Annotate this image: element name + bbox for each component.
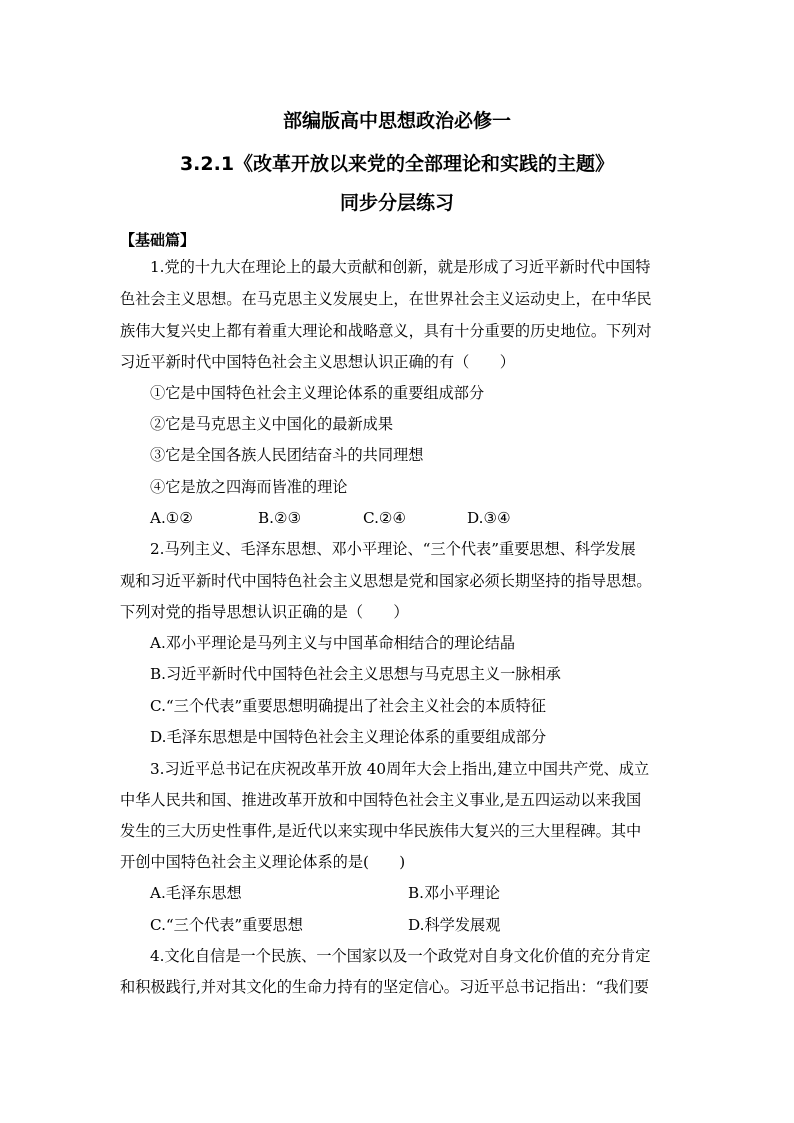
q1-option-a: A.①② xyxy=(150,509,194,527)
q1-statement: ①它是中国特色社会主义理论体系的重要组成部分 xyxy=(150,384,485,402)
q1-statement: ②它是马克思主义中国化的最新成果 xyxy=(150,415,393,433)
q1-option-d: D.③④ xyxy=(467,509,511,527)
document-title: 部编版高中思想政治必修一 xyxy=(282,110,511,132)
q3-option-a: A.毛泽东思想 xyxy=(150,884,242,902)
q1-stem-line: 1.党的十九大在理论上的最大贡献和创新，就是形成了习近平新时代中国特 xyxy=(150,258,651,276)
q1-option-c: C.②④ xyxy=(363,509,407,527)
q3-stem-line: 中华人民共和国、推进改革开放和中国特色社会主义事业,是五四运动以来我国 xyxy=(120,791,642,809)
q1-statement: ④它是放之四海而皆准的理论 xyxy=(150,478,348,496)
q1-stem-line: 习近平新时代中国特色社会主义思想认识正确的有（ ） xyxy=(120,353,515,371)
q2-stem-line: 下列对党的指导思想认识正确的是（ ） xyxy=(120,603,409,621)
q1-stem-line: 色社会主义思想。在马克思主义发展史上，在世界社会主义运动史上，在中华民 xyxy=(120,290,652,308)
q4-stem-line: 和积极践行,并对其文化的生命力持有的坚定信心。习近平总书记指出：“我们要 xyxy=(120,978,649,996)
exercise-title: 同步分层练习 xyxy=(339,192,454,214)
q3-option-c: C.“三个代表”重要思想 xyxy=(150,916,303,934)
q2-option-a: A.邓小平理论是马列主义与中国革命相结合的理论结晶 xyxy=(150,634,516,652)
q2-option-b: B.习近平新时代中国特色社会主义思想与马克思主义一脉相承 xyxy=(150,665,561,683)
q1-stem-line: 族伟大复兴史上都有着重大理论和战略意义，具有十分重要的历史地位。下列对 xyxy=(120,322,652,340)
q2-option-c: C.“三个代表”重要思想明确提出了社会主义社会的本质特征 xyxy=(150,697,546,715)
q2-stem-line: 2.马列主义、毛泽东思想、邓小平理论、“三个代表”重要思想、科学发展 xyxy=(150,540,636,558)
lesson-title: 3.2.1《改革开放以来党的全部理论和实践的主题》 xyxy=(179,153,615,175)
q3-stem-line: 开创中国特色社会主义理论体系的是( ) xyxy=(120,853,406,871)
q1-option-b: B.②③ xyxy=(258,509,302,527)
q3-stem-line: 3.习近平总书记在庆祝改革开放 40周年大会上指出,建立中国共产党、成立 xyxy=(150,760,650,778)
q3-option-b: B.邓小平理论 xyxy=(408,884,500,902)
q4-stem-line: 4.文化自信是一个民族、一个国家以及一个政党对自身文化价值的充分肯定 xyxy=(150,947,651,965)
q3-option-d: D.科学发展观 xyxy=(408,916,501,934)
q2-stem-line: 观和习近平新时代中国特色社会主义思想是党和国家必须长期坚持的指导思想。 xyxy=(120,572,652,590)
section-heading-basic: 【基础篇】 xyxy=(120,231,196,249)
q1-statement: ③它是全国各族人民团结奋斗的共同理想 xyxy=(150,446,424,464)
q3-stem-line: 发生的三大历史性事件,是近代以来实现中华民族伟大复兴的三大里程碑。其中 xyxy=(120,822,642,840)
q2-option-d: D.毛泽东思想是中国特色社会主义理论体系的重要组成部分 xyxy=(150,728,547,746)
